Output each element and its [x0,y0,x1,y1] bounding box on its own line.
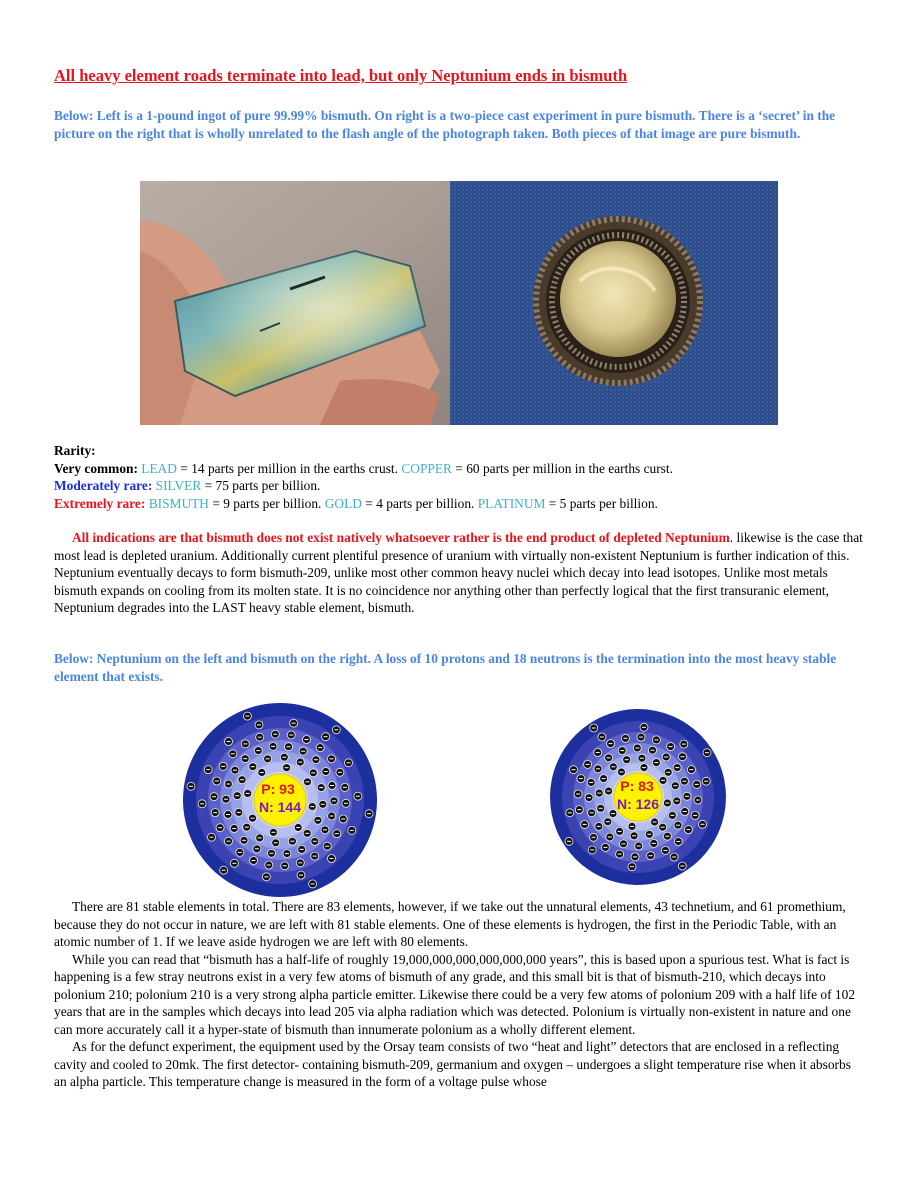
bismuth-neutron-count: N: 126 [616,796,660,812]
orsay-experiment-paragraph-text: As for the defunct experiment, the equipment used by the Orsay team consists of two “heat and light” detectors that are enclosed in a reflecting cavity and cooled to 20mk. The first detector- containing bismuth-209, germanium and oxygen – undergoes a slight temperature rise when it absorbs an alpha particle. This temperature change is measured in the form of a voltage pulse whose [54,1039,851,1089]
rarity-moderate-line [54,477,874,495]
gold-abundance: = 4 parts per billion. [361,495,478,511]
neptunium-paragraph-rest: . likewise is the case that most lead is depleted uranium. Additionally current plentiful presence of uranium with virtually non-existent Neptunium is further indication of this. Neptunium eventually decays to form bismuth-209, unlike most other common heavy nuclei which decay into lead isotopes. Unlike most metals bismuth expands on cooling from its molten state. It is no coincidence nor anything other than perfectly logical that the first transuranic element, Neptunium degrades into the LAST heavy stable element, bismuth. [54,530,863,615]
stable-elements-text [54,898,866,1091]
half-life-paragraph-text: While you can read that “bismuth has a half-life of roughly 19,000,000,000,000,000,000 years”, this is based upon a spurious test. What is fact is happening is a few stray neutrons exist in a very few atoms of bismuth of any grade, and this small bit is that of bismuth-210, which decays into polonium 210; polonium 210 is a very strong alpha particle emitter. Likewise there could be a very few atoms of polonium 209 with a half life of 102 years that are in the samples which decays into lead 205 via alpha radiation which was detected. Polonium is virtually non-existent in nature and one can more accurately call it a hyper-state of bismuth than innumerate polonium as a wholly different element. [54,951,856,1037]
bismuth-proton-count: P: 83 [620,778,654,794]
rarity-moderate-label: Moderately rare: [54,478,153,494]
lead-abundance: = 14 parts per million in the earths crust. [176,460,402,476]
atom-caption: Below: Neptunium on the left and bismuth on the right. A loss of 10 protons and 18 neutrons is the termination into the most heavy stable element that exists. [54,651,837,684]
silver-abundance: = 75 parts per billion. [201,478,321,494]
neptunium-proton-count: P: 93 [261,781,295,797]
rarity-common-label: Very common: [54,460,138,476]
stable-elements-paragraph [54,898,866,951]
neptunium-paragraph [54,529,866,617]
neptunium-neutron-count: N: 144 [258,799,302,815]
platinum-abundance: = 5 parts per billion. [545,495,658,511]
bismuth-abundance: = 9 parts per billion. [208,495,325,511]
gold-name: GOLD [324,495,362,511]
intro-caption: Below: Left is a 1-pound ingot of pure 99.99% bismuth. On right is a two-piece cast experiment in pure bismuth. There is a ‘secret’ in the picture on the right that is wholly unrelated to the flash angle of the photograph taken. Both pieces of that image are pure bismuth. [54,108,836,141]
copper-abundance: = 60 parts per million in the earths curst. [451,460,673,476]
bismuth-atom-diagram [545,702,735,897]
rarity-extreme-line [54,495,874,513]
orsay-experiment-paragraph [54,1038,866,1091]
rarity-common-line [54,460,874,478]
rarity-section [54,442,874,512]
neptunium-lead-sentence: All indications are that bismuth does not exist natively whatsoever rather is the end product of depleted Neptunium [72,530,730,545]
rarity-extreme-label: Extremely rare: [54,495,146,511]
page-title: All heavy element roads terminate into lead, but only Neptunium ends in bismuth [54,66,628,85]
lead-name: LEAD [141,460,177,476]
copper-name: COPPER [401,460,452,476]
rarity-heading: Rarity: [54,443,96,458]
neptunium-atom-diagram [180,702,380,903]
half-life-paragraph [54,951,866,1039]
silver-name: SILVER [155,478,202,494]
platinum-name: PLATINUM [477,495,546,511]
bismuth-name: BISMUTH [148,495,209,511]
bismuth-ingot-photo [140,181,450,425]
stable-elements-paragraph-text: There are 81 stable elements in total. There are 83 elements, however, if we take out the unnatural elements, 43 technetium, and 61 promethium, because they do not occur in nature, we are left with 81 stable elements. One of these elements is hydrogen, the first in the Periodic Table, with an atomic number of 1. If we leave aside hydrogen we are left with 80 elements. [54,899,846,949]
bismuth-cast-photo [450,181,778,425]
